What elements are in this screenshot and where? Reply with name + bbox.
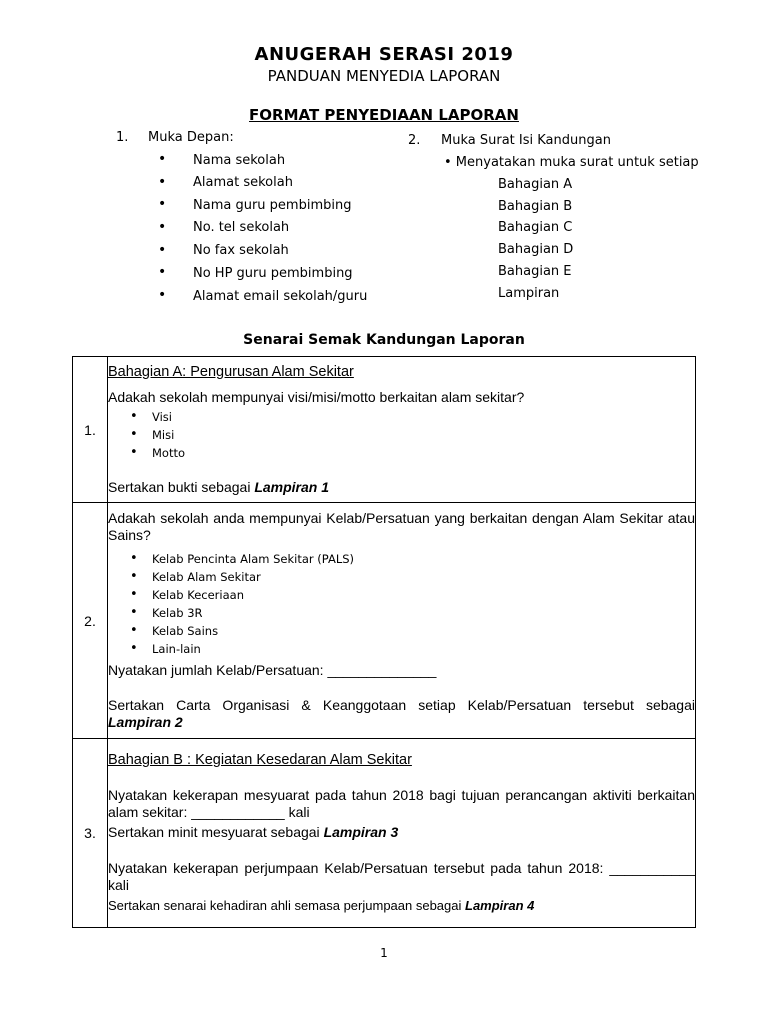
list-item: Nama guru pembimbing bbox=[193, 198, 352, 213]
option-list bbox=[108, 408, 695, 462]
list-item: • Motto bbox=[152, 444, 695, 462]
list-item: Alamat sekolah bbox=[193, 175, 293, 190]
evidence-reference: Lampiran 2 bbox=[108, 714, 183, 730]
checklist-title: Senarai Semak Kandungan Laporan bbox=[243, 332, 525, 348]
bullet-icon: • bbox=[158, 219, 167, 235]
bullet-icon: • bbox=[158, 264, 167, 280]
right-item-number: 2. bbox=[408, 133, 421, 148]
bullet-icon: • bbox=[158, 242, 167, 258]
gathering-evidence-line bbox=[108, 897, 695, 914]
meeting-evidence-line bbox=[108, 824, 695, 841]
list-item: • Kelab Keceriaan bbox=[152, 586, 695, 604]
section-heading: FORMAT PENYEDIAAN LAPORAN bbox=[249, 106, 519, 124]
gathering-frequency-line: Nyatakan kekerapan perjumpaan Kelab/Persatuan tersebut pada tahun 2018: ___________ kali bbox=[108, 860, 695, 893]
question: Adakah sekolah anda mempunyai Kelab/Persatuan yang berkaitan dengan Alam Sekitar atau Sains? bbox=[108, 510, 695, 543]
list-item: • Misi bbox=[152, 426, 695, 444]
option-list bbox=[108, 550, 695, 658]
document-title: ANUGERAH SERASI 2019 bbox=[254, 44, 514, 65]
meeting-frequency-line: Nyatakan kekerapan mesyuarat pada tahun 2018 bagi tujuan perancangan aktiviti berkaitan alam sekitar: ____________ kali bbox=[108, 787, 695, 820]
list-item: No. tel sekolah bbox=[193, 220, 290, 235]
list-item: • Kelab Sains bbox=[152, 622, 695, 640]
section-title: Bahagian B : Kegiatan Kesedaran Alam Sekitar bbox=[108, 752, 412, 768]
list-item: Bahagian A bbox=[498, 177, 573, 192]
table-row bbox=[73, 739, 696, 928]
left-item-label: Muka Depan: bbox=[148, 130, 234, 145]
evidence-reference: Lampiran 1 bbox=[254, 478, 330, 495]
list-item: • Kelab 3R bbox=[152, 604, 695, 622]
list-item: Bahagian B bbox=[498, 199, 573, 214]
row-number: 1. bbox=[73, 357, 108, 503]
list-item: Lampiran bbox=[498, 286, 560, 301]
row-content bbox=[108, 739, 696, 928]
list-item: • Kelab Alam Sekitar bbox=[152, 568, 695, 586]
evidence-line bbox=[108, 479, 695, 496]
evidence-prefix: Sertakan senarai kehadiran ahli semasa perjumpaan sebagai bbox=[108, 898, 465, 913]
question: Adakah sekolah mempunyai visi/misi/motto berkaitan alam sekitar? bbox=[108, 388, 525, 405]
evidence-reference: Lampiran 4 bbox=[465, 898, 535, 913]
checklist-table bbox=[72, 356, 696, 928]
right-bullet-text: • Menyatakan muka surat untuk setiap bbox=[444, 155, 699, 170]
row-number: 2. bbox=[73, 503, 108, 739]
row-number: 3. bbox=[73, 739, 108, 928]
count-line: Nyatakan jumlah Kelab/Persatuan: ______________ bbox=[108, 662, 437, 678]
list-item: Nama sekolah bbox=[193, 153, 286, 168]
table-row bbox=[73, 357, 696, 503]
list-item: Bahagian D bbox=[498, 242, 574, 257]
document-subtitle: PANDUAN MENYEDIA LAPORAN bbox=[267, 67, 501, 85]
list-item: Alamat email sekolah/guru bbox=[193, 289, 368, 304]
list-item: • Kelab Pencinta Alam Sekitar (PALS) bbox=[152, 550, 695, 568]
bullet-icon: • bbox=[158, 196, 167, 212]
list-item: No fax sekolah bbox=[193, 243, 289, 258]
section-title: Bahagian A: Pengurusan Alam Sekitar bbox=[108, 363, 354, 380]
row-content bbox=[108, 357, 696, 503]
bullet-icon: • bbox=[158, 174, 167, 190]
left-item-number: 1. bbox=[116, 130, 129, 145]
right-item-label: Muka Surat Isi Kandungan bbox=[441, 133, 611, 148]
page-number: 1 bbox=[380, 946, 388, 960]
list-item: Bahagian C bbox=[498, 220, 573, 235]
row-content bbox=[108, 503, 696, 739]
evidence-prefix: Sertakan minit mesyuarat sebagai bbox=[108, 824, 324, 840]
list-item: No HP guru pembimbing bbox=[193, 266, 353, 281]
evidence-line: Sertakan Carta Organisasi & Keanggotaan setiap Kelab/Persatuan tersebut sebagai bbox=[108, 697, 695, 713]
list-item: Bahagian E bbox=[498, 264, 572, 279]
evidence-prefix: Sertakan bukti sebagai bbox=[108, 478, 255, 495]
table-row bbox=[73, 503, 696, 739]
list-item: • Lain-lain bbox=[152, 640, 695, 658]
bullet-icon: • bbox=[158, 287, 167, 303]
list-item: • Visi bbox=[152, 408, 695, 426]
evidence-reference: Lampiran 3 bbox=[323, 824, 399, 840]
bullet-icon: • bbox=[158, 151, 167, 167]
